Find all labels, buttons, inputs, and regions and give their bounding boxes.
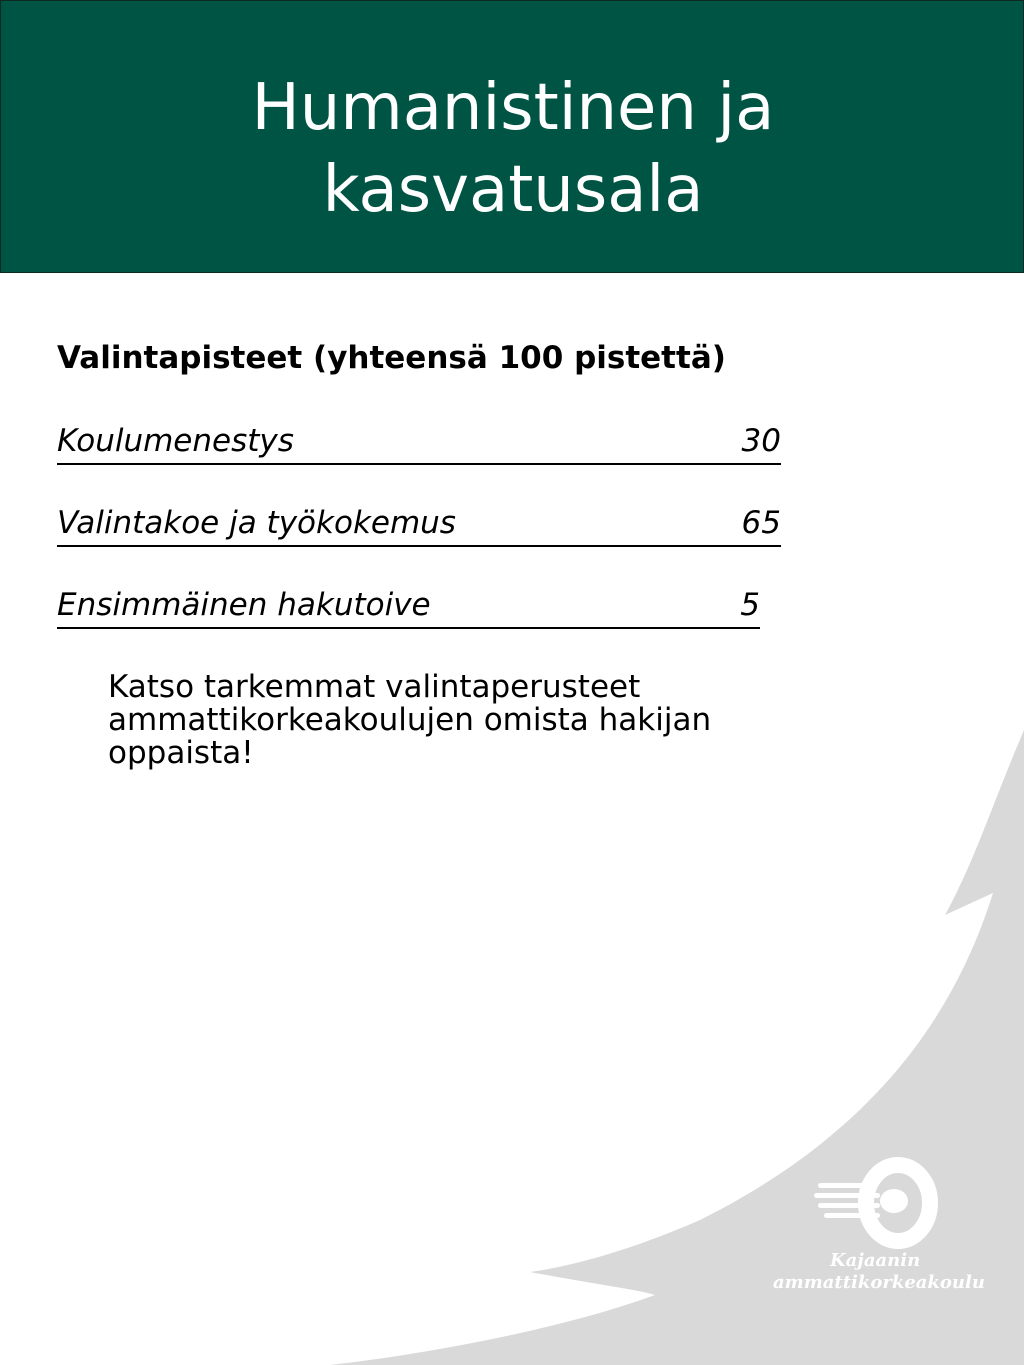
points-row-hakutoive — [57, 587, 760, 629]
slide-title: Humanistinen ja kasvatusala — [251, 71, 775, 227]
logo-text-line1: Kajaanin — [830, 1250, 921, 1271]
points-row-koulumenestys — [57, 423, 781, 465]
points-row-valintakoe — [57, 505, 781, 547]
title-banner — [0, 0, 1024, 273]
selection-points-heading: Valintapisteet (yhteensä 100 pistettä) — [57, 340, 726, 376]
points-row-label: Ensimmäinen hakutoive — [57, 587, 431, 623]
logo-text-line2: ammattikorkeakoulu — [773, 1272, 985, 1293]
points-row-label: Valintakoe ja työkokemus — [57, 505, 456, 541]
points-row-value: 30 — [741, 423, 781, 459]
guide-note: Katso tarkemmat valintaperusteet ammattikorkeakoulujen omista hakijan oppaista! — [108, 669, 712, 771]
points-row-label: Koulumenestys — [57, 423, 294, 459]
points-row-value: 65 — [741, 505, 781, 541]
points-row-value: 5 — [740, 587, 760, 623]
